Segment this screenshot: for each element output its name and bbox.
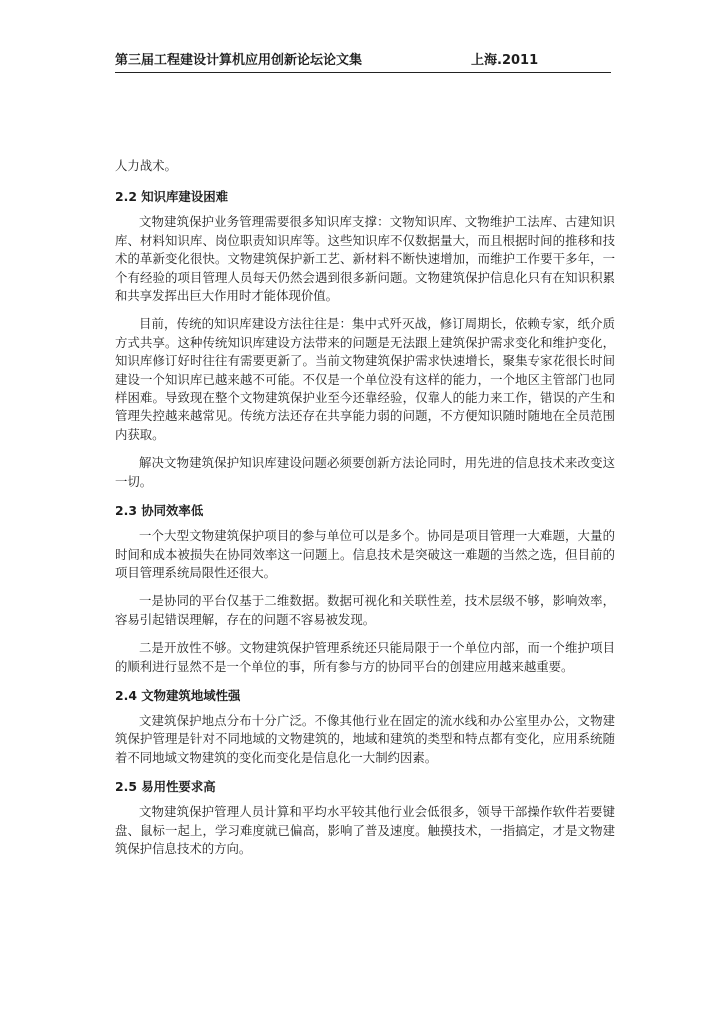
section-2-2-paragraph-1: 文物建筑保护业务管理需要很多知识库支撑：文物知识库、文物维护工法库、古建知识库、材料知识库、岗位职责知识库等。这些知识库不仅数据量大，而且根据时间的推移和技术的革新变化很快。文物建筑保护新工艺、新材料不断快速增加，而维护工作要干多年，一个有经验的项目管理人员每天仍然会遇到很多新问题。文物建筑保护信息化只有在知识积累和共享发挥出巨大作用时才能体现价值。 [115, 214, 615, 304]
section-2-5-paragraph-1: 文物建筑保护管理人员计算和平均水平较其他行业会低很多，领导干部操作软件若要键盘、鼠标一起上，学习难度就已偏高，影响了普及速度。触摸技术，一指搞定，才是文物建筑保护信息技术的方向。 [115, 804, 615, 856]
section-2-3-heading: 2.3 协同效率低 [115, 503, 204, 519]
section-2-2-heading: 2.2 知识库建设困难 [115, 189, 228, 205]
intro-fragment: 人力战术。 [115, 158, 177, 173]
section-2-3-paragraph-1: 一个大型文物建筑保护项目的参与单位可以是多个。协同是项目管理一大难题，大量的时间和成本被损失在协同效率这一问题上。信息技术是突破这一难题的当然之选，但目前的项目管理系统局限性还很大。 [115, 528, 615, 580]
section-2-3-paragraph-3: 二是开放性不够。文物建筑保护管理系统还只能局限于一个单位内部，而一个维护项目的顺利进行显然不是一个单位的事，所有参与方的协同平台的创建应用越来越重要。 [115, 640, 615, 674]
section-2-2-paragraph-3: 解决文物建筑保护知识库建设问题必须要创新方法论同时，用先进的信息技术来改变这一切。 [115, 455, 615, 489]
place-year: 上海.2011 [471, 53, 539, 68]
journal-title: 第三届工程建设计算机应用创新论坛论文集 [115, 53, 363, 68]
page-body [115, 157, 615, 858]
section-2-5-heading: 2.5 易用性要求高 [115, 779, 216, 795]
section-2-4-paragraph-1: 文建筑保护地点分布十分广泛。不像其他行业在固定的流水线和办公室里办公，文物建筑保护管理是针对不同地域的文物建筑的，地域和建筑的类型和特点都有变化，应用系统随着不同地域文物建筑的变化而变化是信息化一大制约因素。 [115, 712, 615, 765]
running-header [115, 52, 611, 73]
section-2-3-paragraph-2: 一是协同的平台仅基于二维数据。数据可视化和关联性差，技术层级不够，影响效率，容易引起错误理解，存在的问题不容易被发现。 [115, 593, 615, 627]
section-2-4-heading: 2.4 文物建筑地域性强 [115, 687, 241, 703]
section-2-2-paragraph-2: 目前，传统的知识库建设方法往往是：集中式歼灭战，修订周期长，依赖专家，纸介质方式共享。这种传统知识库建设方法带来的问题是无法跟上建筑保护需求变化和维护变化，知识库修订好时往往有需要更新了。当前文物建筑保护需求快速增长，聚集专家花很长时间建设一个知识库已越来越不可能。不仅是一个单位没有这样的能力，一个地区主管部门也同样困难。导致现在整个文物建筑保护业至今还靠经验，仅靠人的能力来工作，错误的产生和管理失控越来越常见。传统方法还存在共享能力弱的问题，不方便知识随时随地在全员范围内获取。 [115, 316, 615, 442]
